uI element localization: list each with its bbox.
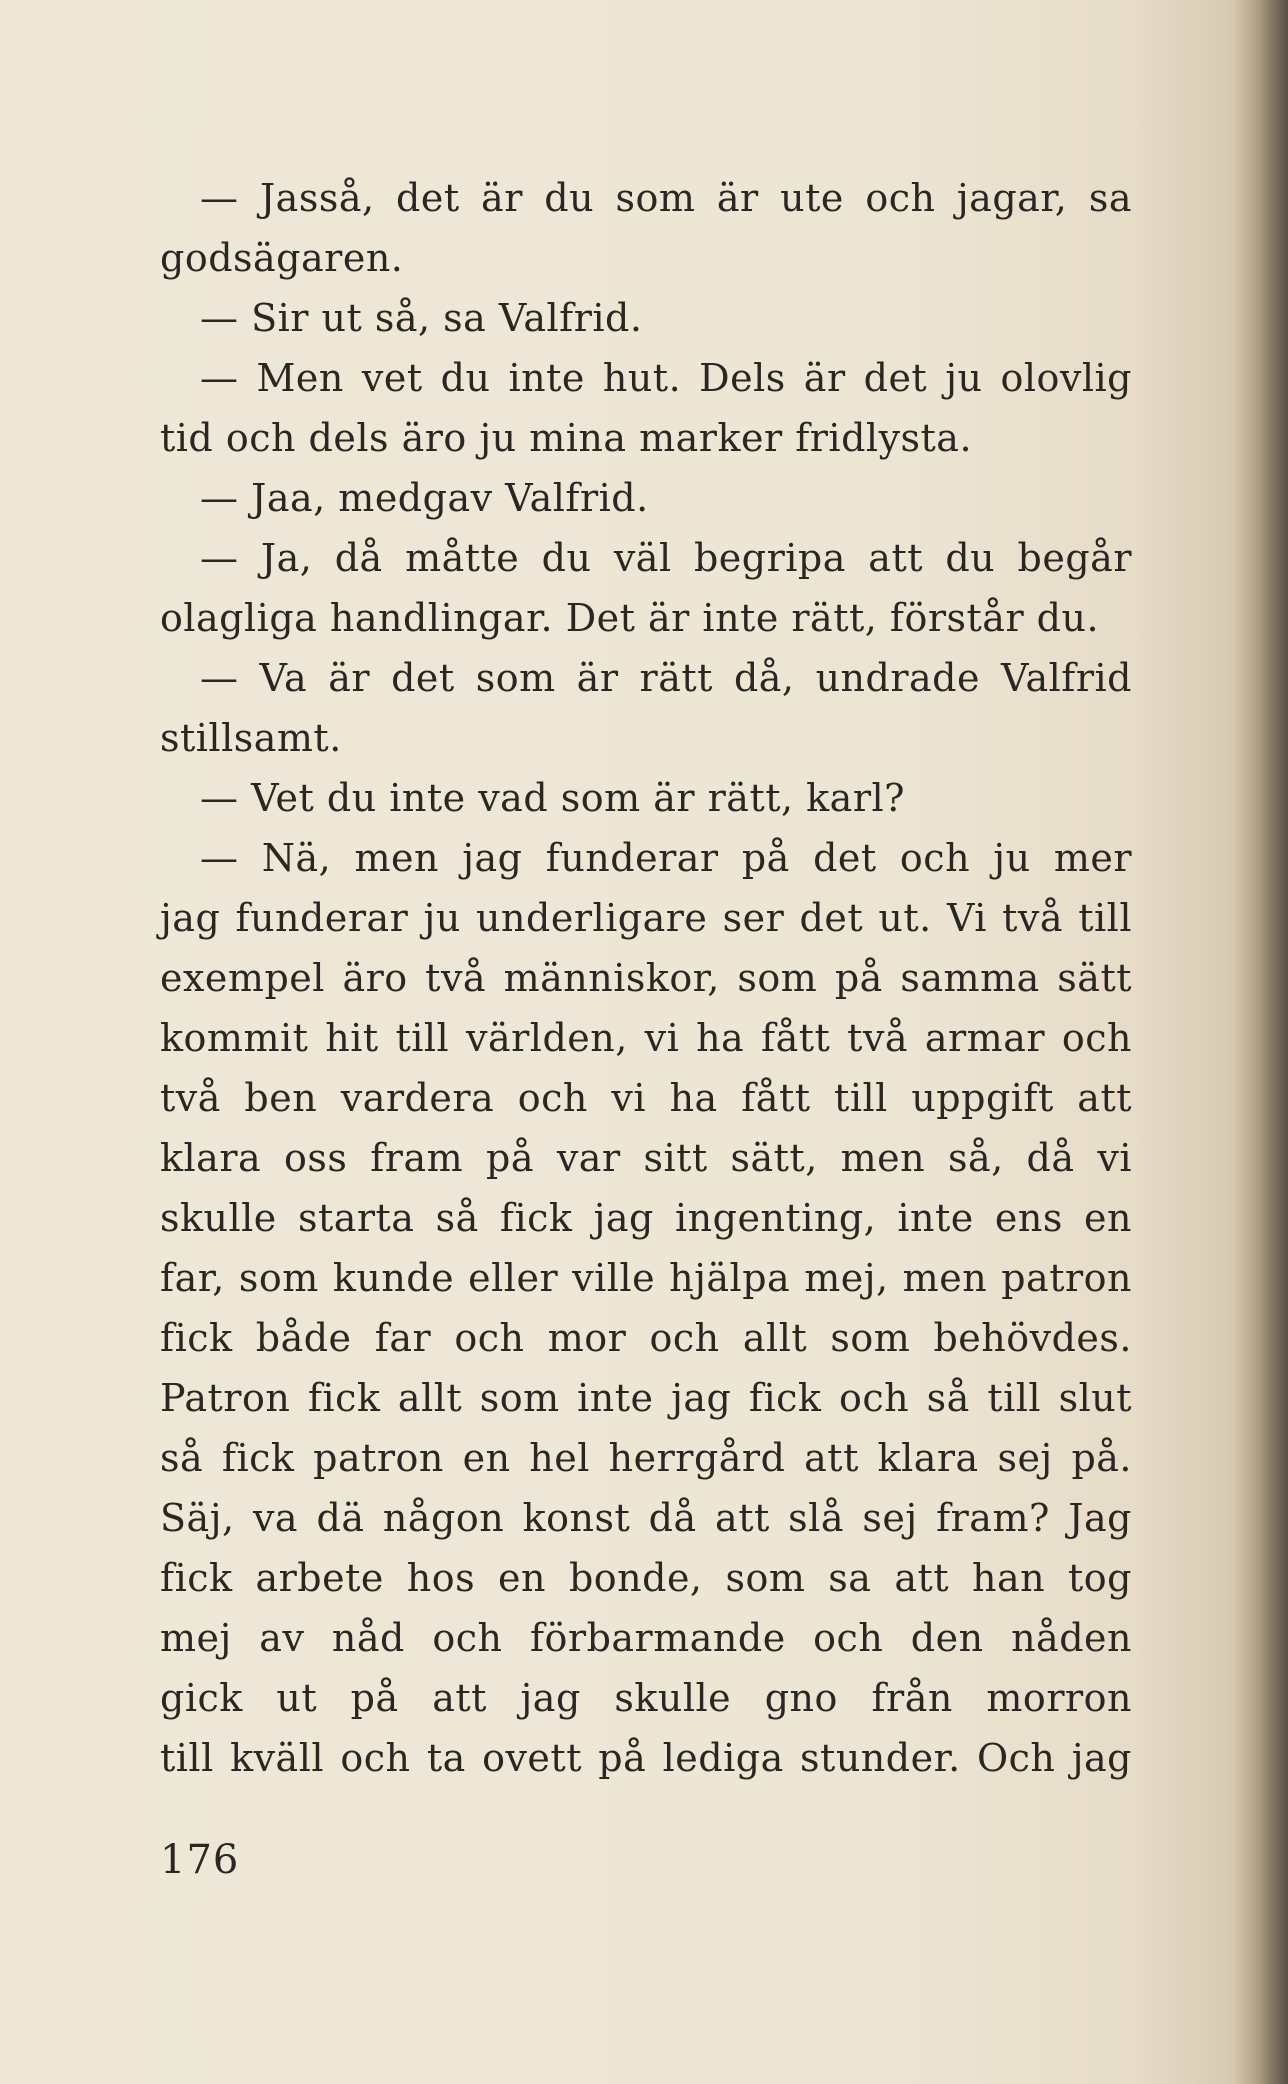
text-line: — Va är det som är rätt då, undrade Valfrid bbox=[200, 656, 1132, 700]
text-line: klara oss fram på var sitt sätt, men så, då vi bbox=[160, 1136, 1132, 1180]
text-line: fick både far och mor och allt som behövdes. bbox=[160, 1316, 1132, 1360]
text-line: Patron fick allt som inte jag fick och så till slut bbox=[160, 1376, 1132, 1420]
text-line: till kväll och ta ovett på lediga stunder. Och jag bbox=[160, 1736, 1132, 1780]
text-line: — Jasså, det är du som är ute och jagar, sa bbox=[200, 176, 1132, 220]
text-line: Säj, va dä någon konst då att slå sej fram? Jag bbox=[160, 1496, 1132, 1540]
text-line: jag funderar ju underligare ser det ut. Vi två till bbox=[160, 896, 1132, 940]
text-line: så fick patron en hel herrgård att klara sej på. bbox=[160, 1436, 1132, 1480]
text-line: — Ja, då måtte du väl begripa att du begår bbox=[200, 536, 1132, 580]
text-line: — Sir ut så, sa Valfrid. bbox=[200, 296, 643, 340]
text-line: stillsamt. bbox=[160, 716, 342, 760]
text-line: gick ut på att jag skulle gno från morron bbox=[160, 1676, 1132, 1720]
text-line: — Vet du inte vad som är rätt, karl? bbox=[200, 776, 906, 820]
text-line: olagliga handlingar. Det är inte rätt, förstår du. bbox=[160, 596, 1100, 640]
text-line: skulle starta så fick jag ingenting, inte ens en bbox=[160, 1196, 1132, 1240]
text-line: — Nä, men jag funderar på det och ju mer bbox=[200, 836, 1132, 880]
text-line: — Jaa, medgav Valfrid. bbox=[200, 476, 649, 520]
text-line: far, som kunde eller ville hjälpa mej, men patron bbox=[160, 1256, 1132, 1300]
text-line: godsägaren. bbox=[160, 236, 404, 280]
text-line: — Men vet du inte hut. Dels är det ju olovlig bbox=[200, 356, 1132, 400]
text-line: tid och dels äro ju mina marker fridlysta. bbox=[160, 416, 973, 460]
spine-shadow bbox=[1234, 0, 1288, 2084]
page-number: 176 bbox=[160, 1837, 240, 1883]
text-line: två ben vardera och vi ha fått till uppgift att bbox=[160, 1076, 1132, 1120]
text-line: fick arbete hos en bonde, som sa att han tog bbox=[160, 1556, 1132, 1600]
text-line: kommit hit till världen, vi ha fått två armar och bbox=[160, 1016, 1132, 1060]
text-line: mej av nåd och förbarmande och den nåden bbox=[160, 1616, 1132, 1660]
body-text bbox=[160, 168, 1132, 1788]
text-line: exempel äro två människor, som på samma sätt bbox=[160, 956, 1132, 1000]
